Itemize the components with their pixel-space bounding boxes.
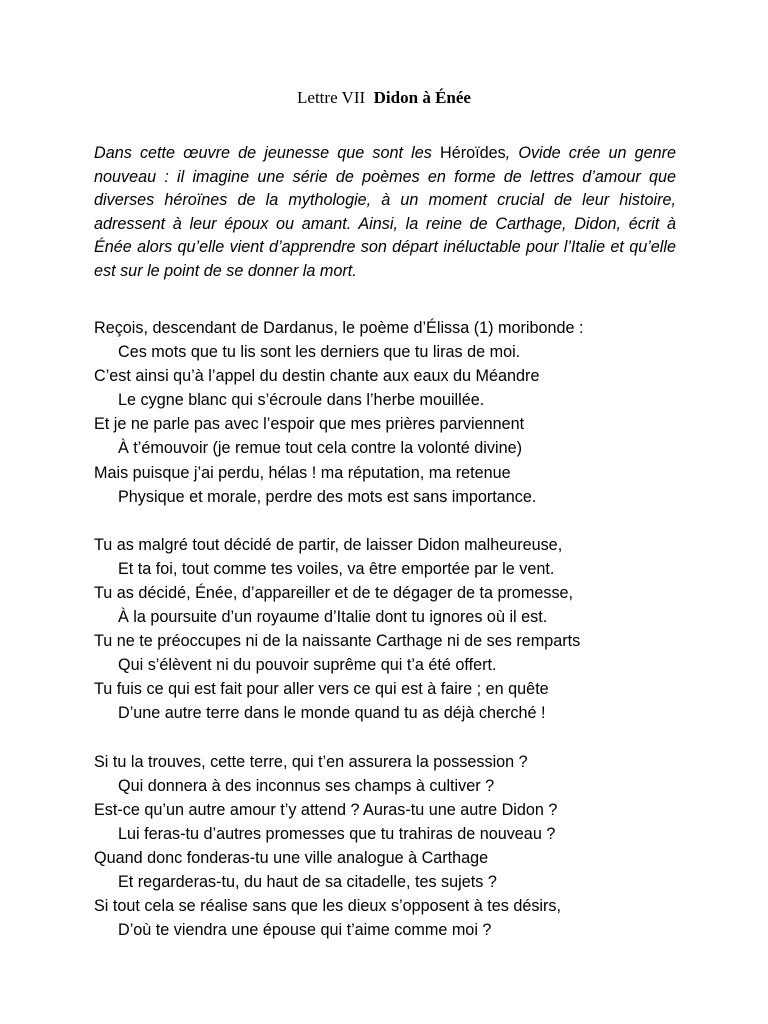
poem-line: Tu as malgré tout décidé de partir, de laisser Didon malheureuse, xyxy=(94,535,563,554)
work-title: Héroïdes xyxy=(440,144,506,162)
letter-number: Lettre VII xyxy=(297,88,366,107)
poem-line: Reçois, descendant de Dardanus, le poème d’Élissa (1) moribonde : xyxy=(94,319,584,337)
poem-line: Qui donnera à des inconnus ses champs à cultiver ? xyxy=(118,776,495,795)
poem-line: À la poursuite d’un royaume d’Italie dont tu ignores où il est. xyxy=(118,608,548,627)
stanza-1 xyxy=(94,316,694,509)
poem-line: Est-ce qu’un autre amour t’y attend ? Auras-tu une autre Didon ? xyxy=(94,800,558,819)
poem-line: À t’émouvoir (je remue tout cela contre la volonté divine) xyxy=(118,439,522,458)
poem-line: Et je ne parle pas avec l’espoir que mes prières parviennent xyxy=(94,415,525,434)
poem-line: C’est ainsi qu’à l’appel du destin chante aux eaux du Méandre xyxy=(94,367,540,386)
stanza-2 xyxy=(94,533,694,726)
poem-line: Qui s’élèvent ni du pouvoir suprême qui t’a été offert. xyxy=(118,656,497,675)
poem-line: Et ta foi, tout comme tes voiles, va être emportée par le vent. xyxy=(118,559,555,578)
poem-line: Ces mots que tu lis sont les derniers que tu liras de moi. xyxy=(118,343,521,362)
intro-text-rest: , Ovide crée un genre nouveau : il imagine une série de poèmes en forme de lettres d’amour que diverses héroïnes de la mythologie, à un moment crucial de leur histoire, adressent à leur époux ou amant. Ainsi, la reine de Carthage, Didon, écrit à Énée alors qu’elle vient d’apprendre son départ inéluctable pour l’Italie et qu’elle est sur le point de se donner la mort. xyxy=(94,144,677,280)
poem-line: Tu ne te préoccupes ni de la naissante Carthage ni de ses remparts xyxy=(94,632,581,651)
poem xyxy=(94,316,694,942)
stanza-3 xyxy=(94,750,694,943)
intro-paragraph xyxy=(94,142,676,284)
poem-line: Mais puisque j’ai perdu, hélas ! ma réputation, ma retenue xyxy=(94,463,511,482)
poem-line: Lui feras-tu d’autres promesses que tu trahiras de nouveau ? xyxy=(118,824,556,843)
poem-line: Et regarderas-tu, du haut de sa citadelle, tes sujets ? xyxy=(118,872,497,891)
poem-line: Le cygne blanc qui s’écroule dans l’herbe mouillée. xyxy=(118,391,485,410)
poem-line: Si tu la trouves, cette terre, qui t’en assurera la possession ? xyxy=(94,752,528,771)
poem-line: Si tout cela se réalise sans que les dieux s’opposent à tes désirs, xyxy=(94,897,562,916)
poem-line: Physique et morale, perdre des mots est sans importance. xyxy=(118,487,537,506)
page-title xyxy=(0,88,768,108)
poem-line: D’une autre terre dans le monde quand tu as déjà cherché ! xyxy=(118,704,546,723)
poem-line: Tu as décidé, Énée, d’appareiller et de te dégager de ta promesse, xyxy=(94,583,574,602)
poem-line: Quand donc fonderas-tu une ville analogue à Carthage xyxy=(94,848,489,867)
letter-title: Didon à Énée xyxy=(373,88,471,107)
intro-text-start: Dans cette œuvre de jeunesse que sont les xyxy=(94,144,441,162)
poem-line: Tu fuis ce qui est fait pour aller vers ce qui est à faire ; en quête xyxy=(94,680,549,699)
poem-line: D’où te viendra une épouse qui t’aime comme moi ? xyxy=(118,921,492,940)
